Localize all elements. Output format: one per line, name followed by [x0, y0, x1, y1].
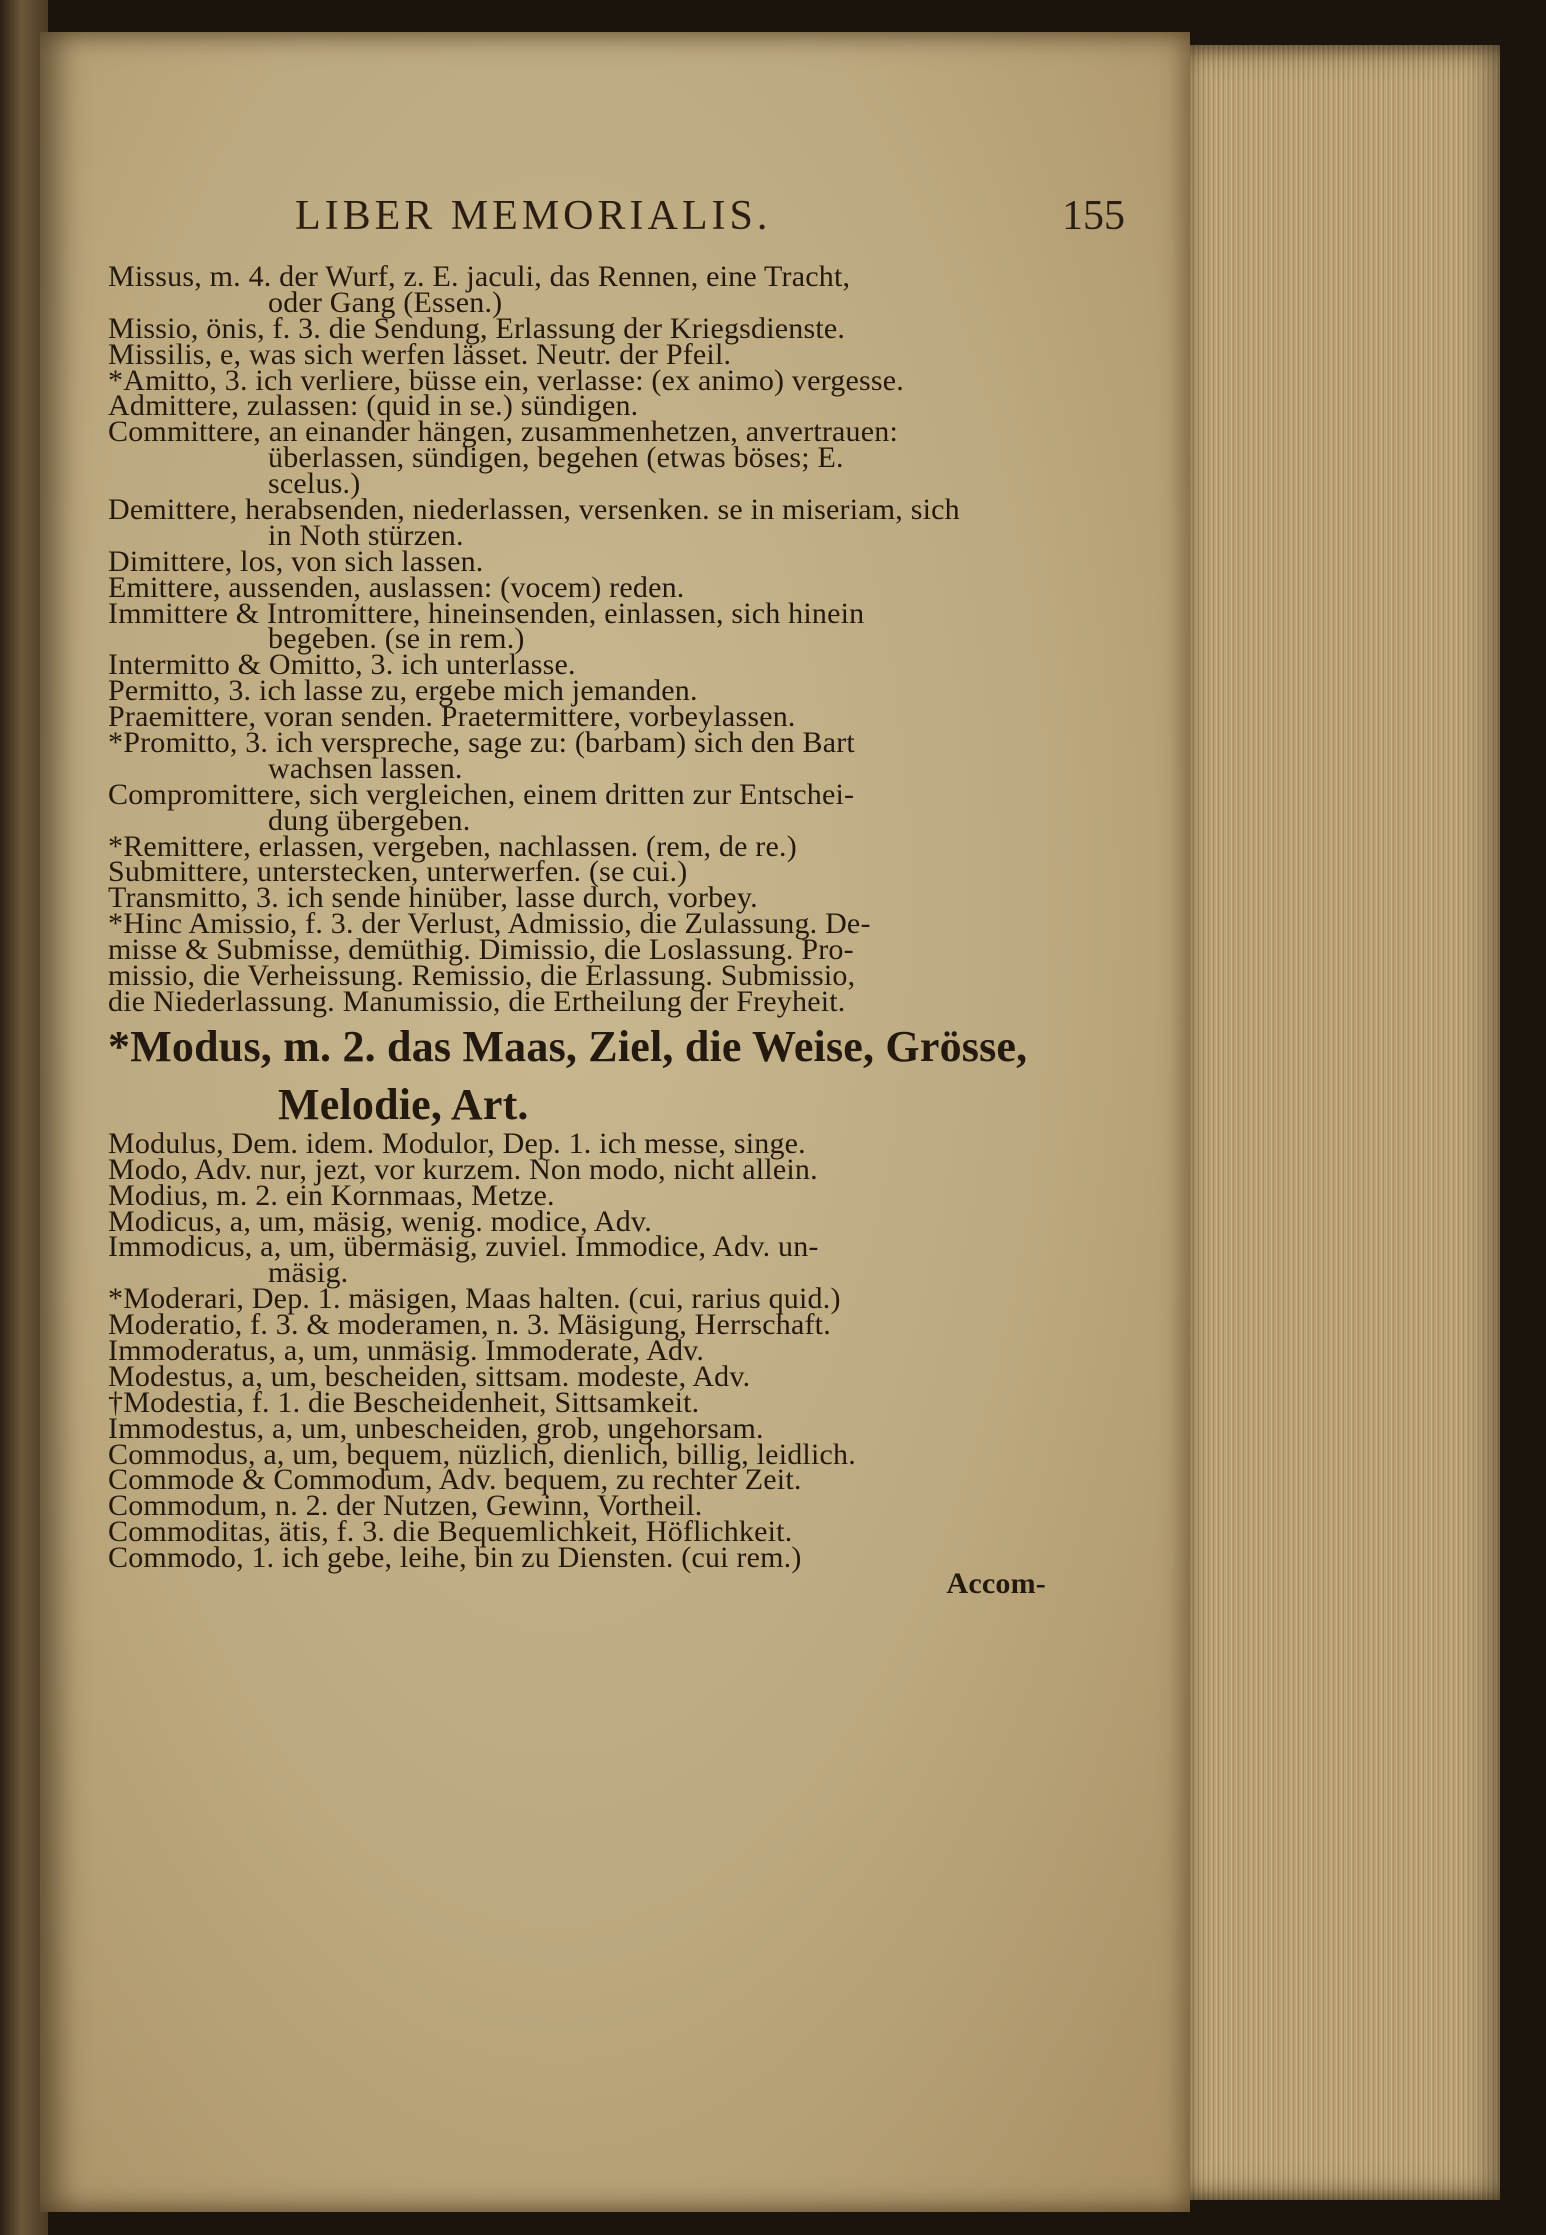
text-line: Commode & Commodum, Adv. bequem, zu rechter Zeit. [108, 1463, 802, 1497]
text-line: Modestus, a, um, bescheiden, sittsam. modeste, Adv. [108, 1359, 751, 1393]
text-line: Submittere, unterstecken, unterwerfen. (se cui.) [108, 855, 688, 889]
text-line: *Moderari, Dep. 1. mäsigen, Maas halten. (cui, rarius quid.) [108, 1282, 841, 1316]
headword-line: Melodie, Art. [278, 1079, 529, 1129]
text-line: dung übergeben. [268, 803, 471, 837]
text-line: begeben. (se in rem.) [268, 622, 525, 656]
text-line: überlassen, sündigen, begehen (etwas böses; E. [268, 441, 844, 475]
headword-line: *Modus, m. 2. das Maas, Ziel, die Weise, Grösse, [108, 1021, 1028, 1071]
text-line: *Amitto, 3. ich verliere, büsse ein, verlasse: (ex animo) vergesse. [108, 363, 904, 397]
page-number: 155 [1062, 193, 1125, 239]
text-line: *Hinc Amissio, f. 3. der Verlust, Admissio, die Zulassung. De- [108, 907, 871, 941]
text-line: Transmitto, 3. ich sende hinüber, lasse durch, vorbey. [108, 881, 758, 915]
text-line: Modo, Adv. nur, jezt, vor kurzem. Non modo, nicht allein. [108, 1152, 818, 1186]
text-line: Modulus, Dem. idem. Modulor, Dep. 1. ich messe, singe. [108, 1126, 806, 1160]
text-line: Commodus, a, um, bequem, nüzlich, dienlich, billig, leidlich. [108, 1437, 856, 1471]
text-line: missio, die Verheissung. Remissio, die Erlassung. Submissio, [108, 959, 856, 993]
running-head [295, 192, 1125, 252]
page-block-edge [1175, 45, 1515, 2200]
text-line: Missilis, e, was sich werfen lässet. Neutr. der Pfeil. [108, 337, 732, 371]
catchword: Accom- [946, 1566, 1046, 1600]
text-line: scelus.) [268, 467, 361, 501]
text-line: Missio, önis, f. 3. die Sendung, Erlassung der Kriegsdienste. [108, 311, 846, 345]
text-line: Modius, m. 2. ein Kornmaas, Metze. [108, 1178, 555, 1212]
text-line: Compromittere, sich vergleichen, einem dritten zur Entschei- [108, 777, 855, 811]
text-line: Immittere & Intromittere, hineinsenden, einlassen, sich hinein [108, 596, 865, 630]
text-line: die Niederlassung. Manumissio, die Ertheilung der Freyheit. [108, 984, 846, 1018]
text-line: mäsig. [268, 1256, 349, 1290]
text-line: Emittere, aussenden, auslassen: (vocem) reden. [108, 570, 685, 604]
text-line: Demittere, herabsenden, niederlassen, versenken. se in miseriam, sich [108, 493, 960, 527]
text-line: †Modestia, f. 1. die Bescheidenheit, Sittsamkeit. [108, 1385, 700, 1419]
text-line: Intermitto & Omitto, 3. ich unterlasse. [108, 648, 576, 682]
text-line: Admittere, zulassen: (quid in se.) sündigen. [108, 389, 639, 423]
text-line: oder Gang (Essen.) [268, 285, 503, 319]
text-line: in Noth stürzen. [268, 518, 464, 552]
text-line: *Promitto, 3. ich verspreche, sage zu: (barbam) sich den Bart [108, 726, 855, 760]
text-line: Immodicus, a, um, übermäsig, zuviel. Immodice, Adv. un- [108, 1230, 819, 1264]
text-line: Moderatio, f. 3. & moderamen, n. 3. Mäsigung, Herrschaft. [108, 1308, 831, 1342]
text-line: Commoditas, ätis, f. 3. die Bequemlichkeit, Höflichkeit. [108, 1515, 793, 1549]
text-line: *Remittere, erlassen, vergeben, nachlassen. (rem, de re.) [108, 829, 797, 863]
text-line: Commodo, 1. ich gebe, leihe, bin zu Diensten. (cui rem.) [108, 1541, 802, 1575]
text-line: Missus, m. 4. der Wurf, z. E. jaculi, das Rennen, eine Tracht, [108, 260, 851, 293]
running-head-title: LIBER MEMORIALIS. [295, 193, 772, 239]
text-line: Modicus, a, um, mäsig, wenig. modice, Adv. [108, 1204, 652, 1238]
text-line: Immoderatus, a, um, unmäsig. Immoderate, Adv. [108, 1333, 705, 1367]
text-line: Commodum, n. 2. der Nutzen, Gewinn, Vortheil. [108, 1489, 703, 1523]
dictionary-text [108, 260, 1048, 1600]
text-line: Committere, an einander hängen, zusammenhetzen, anvertrauen: [108, 415, 899, 449]
text-line: Dimittere, los, von sich lassen. [108, 544, 484, 578]
text-line: wachsen lassen. [268, 751, 463, 785]
text-line: Permitto, 3. ich lasse zu, ergebe mich jemanden. [108, 674, 698, 708]
book-cover-edge [1500, 0, 1546, 2235]
text-line: Immodestus, a, um, unbescheiden, grob, ungehorsam. [108, 1411, 764, 1445]
text-line: Praemittere, voran senden. Praetermittere, vorbeylassen. [108, 700, 796, 734]
text-line: misse & Submisse, demüthig. Dimissio, die Loslassung. Pro- [108, 933, 854, 967]
page [40, 32, 1190, 2212]
